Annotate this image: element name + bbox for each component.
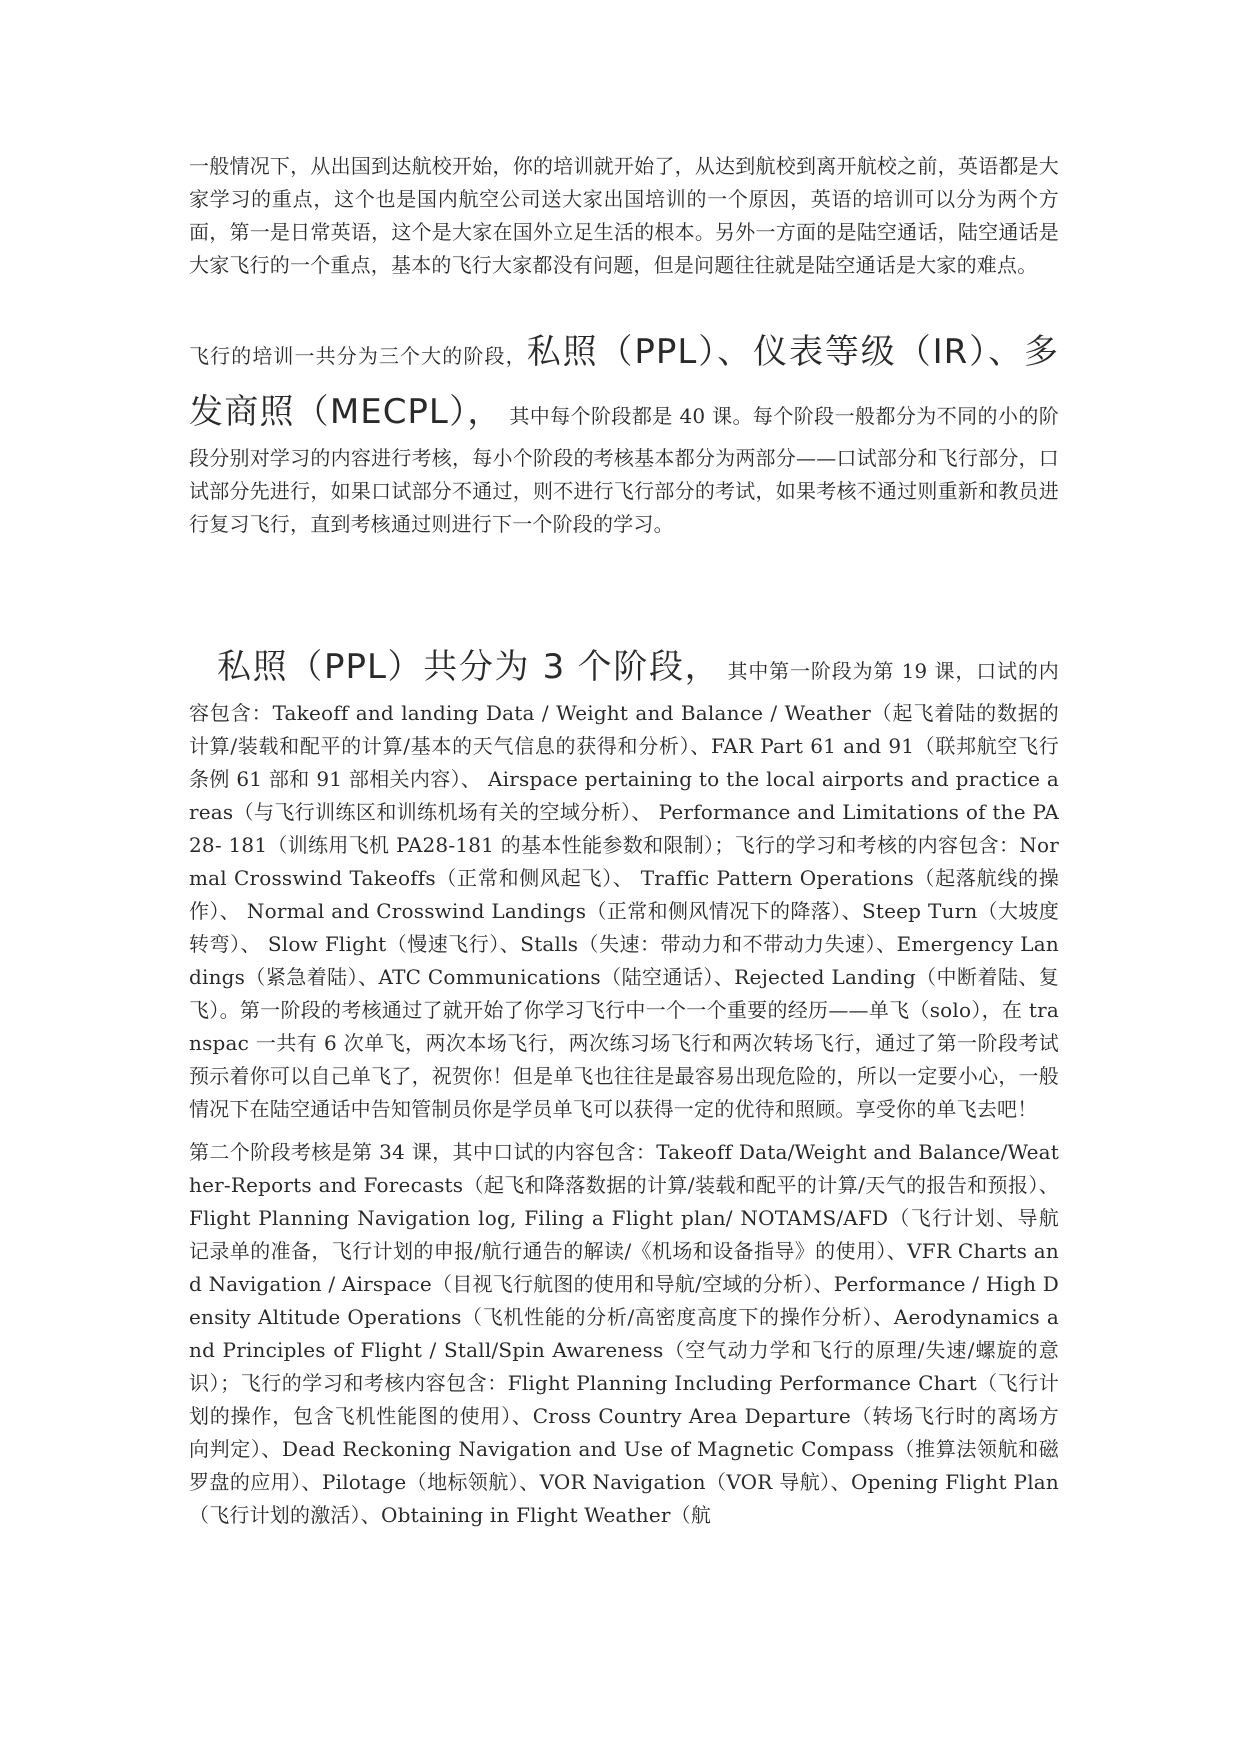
stages-highlight: 私照（PPL）、仪表等级（IR）、多发商照（MECPL）， bbox=[189, 332, 1059, 432]
document-page bbox=[189, 150, 1059, 1532]
paragraph-english-training: 一般情况下，从出国到达航校开始，你的培训就开始了，从达到航校到离开航校之前，英语都是大家学习的重点，这个也是国内航空公司送大家出国培训的一个原因，英语的培训可以分为两个方面，第一是日常英语，这个是大家在国外立足生活的根本。另外一方面的是陆空通话，陆空通话是大家飞行的一个重点，基本的飞行大家都没有问题，但是问题往往就是陆空通话是大家的难点。 bbox=[189, 154, 1059, 277]
paragraph-ppl-stage-one bbox=[189, 637, 1059, 1126]
stages-description: 其中每个阶段都是 40 课。每个阶段一般都分为不同的小的阶段分别对学习的内容进行考核，每小个阶段的考核基本都分为两部分——口试部分和飞行部分，口试部分先进行，如果口试部分不通过，则不进行飞行部分的考试，如果考核不通过则重新和教员进行复习飞行，直到考核通过则进行下一个阶段的学习。 bbox=[189, 404, 1059, 536]
paragraph-training-stages bbox=[189, 322, 1059, 541]
ppl-stage-one-description: 其中第一阶段为第 19 课，口试的内容包含：Takeoff and landing Data / Weight and Balance / Weather（起飞着陆的数据的计算/装载和配平的计算/基本的天气信息的获得和分析）、FAR Part 61 and 91（联邦航空飞行条例 61 部和 91 部相关内容）、 Airspace pertaining to the local airports and practice areas（与飞行训练区和训练机场有关的空域分析）、 Performance and Limitations of the PA 28- 181（训练用飞机 PA28-181 的基本性能参数和限制）；飞行的学习和考核的内容包含：Normal Crosswind Takeoffs（正常和侧风起飞）、 Traffic Pattern Operations（起落航线的操作）、 Normal and Crosswind Landings（正常和侧风情况下的降落）、Steep Turn（大坡度转弯）、 Slow Flight（慢速飞行）、Stalls（失速：带动力和不带动力失速）、Emergency Landings（紧急着陆）、ATC Communications（陆空通话）、Rejected Landing（中断着陆、复飞）。第一阶段的考核通过了就开始了你学习飞行中一个一个重要的经历——单飞（solo），在 transpac 一共有 6 次单飞，两次本场飞行，两次练习场飞行和两次转场飞行，通过了第一阶段考试预示着你可以自己单飞了，祝贺你！但是单飞也往往是最容易出现危险的，所以一定要小心，一般情况下在陆空通话中告知管制员你是学员单飞可以获得一定的优待和照顾。享受你的单飞去吧！ bbox=[189, 659, 1059, 1121]
stages-intro: 飞行的培训一共分为三个大的阶段， bbox=[189, 344, 527, 368]
paragraph-ppl-stage-two: 第二个阶段考核是第 34 课，其中口试的内容包含：Takeoff Data/Weight and Balance/Weather-Reports and Forecasts（起飞和降落数据的计算/装载和配平的计算/天气的报告和预报）、Flight Planning Navigation log, Filing a Flight plan/ NOTAMS/AFD（飞行计划、导航记录单的准备，飞行计划的申报/航行通告的解读/《机场和设备指导》的使用）、VFR Charts and Navigation / Airspace（目视飞行航图的使用和导航/空域的分析）、Performance / High Density Altitude Operations（飞机性能的分析/高密度高度下的操作分析）、Aerodynamics and Principles of Flight / Stall/Spin Awareness（空气动力学和飞行的原理/失速/螺旋的意识）；飞行的学习和考核内容包含：Flight Planning Including Performance Chart（飞行计划的操作，包含飞机性能图的使用）、Cross Country Area Departure（转场飞行时的离场方向判定）、Dead Reckoning Navigation and Use of Magnetic Compass（推算法领航和磁罗盘的应用）、Pilotage（地标领航）、VOR Navigation（VOR 导航）、Opening Flight Plan（飞行计划的激活）、Obtaining in Flight Weather（航 bbox=[189, 1140, 1059, 1527]
ppl-heading: 私照（PPL）共分为 3 个阶段， bbox=[217, 647, 721, 687]
